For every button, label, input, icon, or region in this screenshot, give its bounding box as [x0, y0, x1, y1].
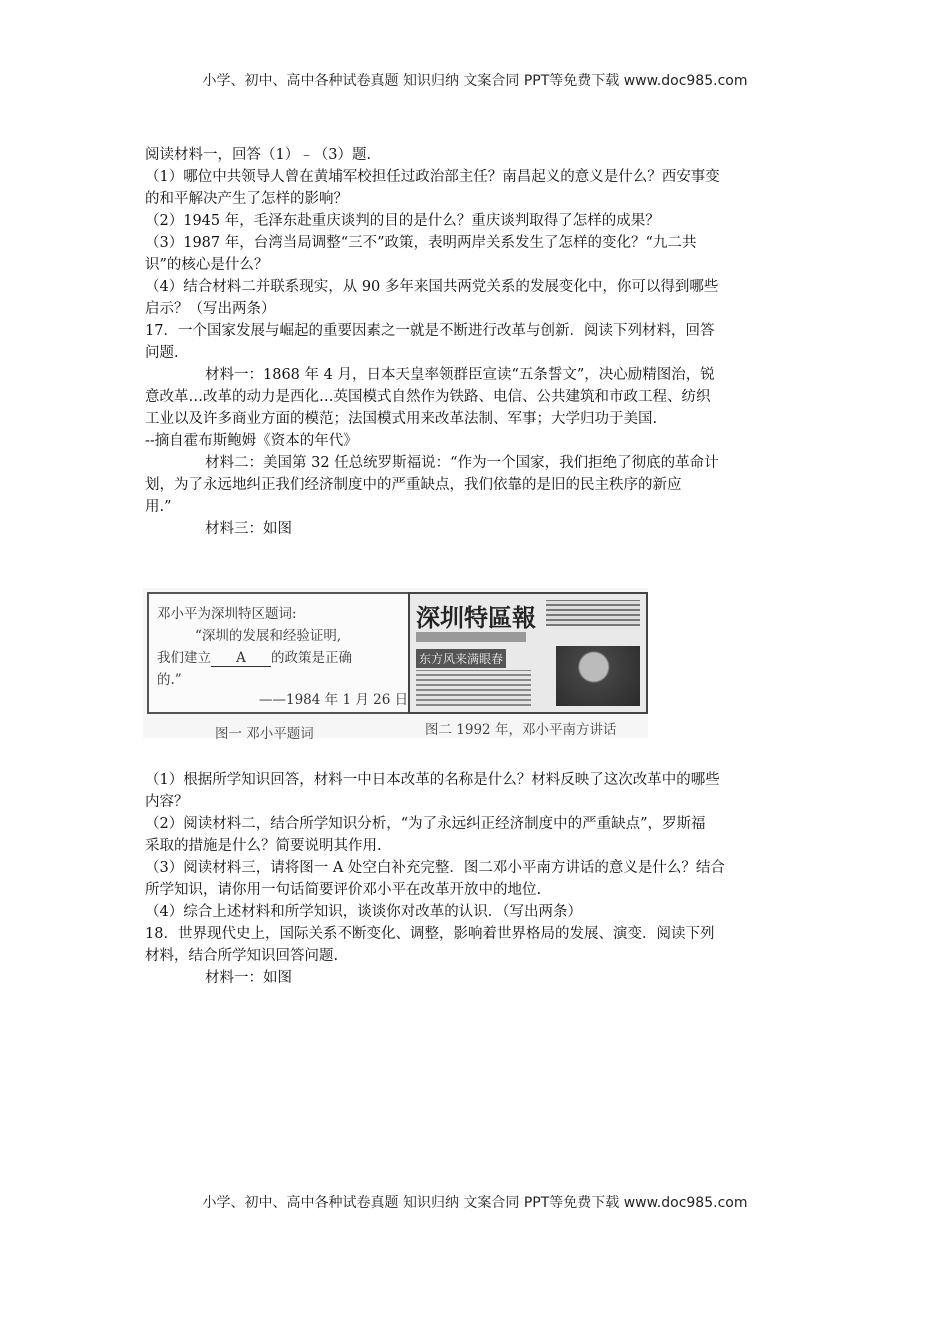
text-line: （2）1945 年，毛泽东赴重庆谈判的目的是什么？重庆谈判取得了怎样的成果？: [145, 213, 660, 229]
page-header: 小学、初中、高中各种试卷真题 知识归纳 文案合同 PPT等免费下载 www.doc985.com: [202, 73, 748, 89]
material-two: 材料二：美国第 32 任总统罗斯福说：“作为一个国家，我们拒绝了彻底的革命计: [205, 455, 719, 471]
material-one-18: 材料一：如图: [205, 970, 292, 986]
question-line: （3）阅读材料三，请将图一 A 处空白补充完整．图二邓小平南方讲话的意义是什么？结合: [145, 860, 725, 876]
newspaper-columns: [416, 670, 531, 706]
question-line: 内容？: [145, 794, 189, 810]
question-line: 18．世界现代史上，国际关系不断变化、调整，影响着世界格局的发展、演变．阅读下列: [145, 926, 715, 942]
text-line: 的和平解决产生了怎样的影响？: [145, 191, 348, 207]
text-line: （1）哪位中共领导人曾在黄埔军校担任过政治部主任？南昌起义的意义是什么？西安事变: [145, 169, 720, 185]
question-line: （4）综合上述材料和所学知识，谈谈你对改革的认识．（写出两条）: [145, 904, 582, 920]
page-footer: 小学、初中、高中各种试卷真题 知识归纳 文案合同 PPT等免费下载 www.doc985.com: [202, 1195, 748, 1211]
text-line: 17．一个国家发展与崛起的重要因素之一就是不断进行改革与创新．阅读下列材料，回答: [145, 323, 715, 339]
newspaper-masthead: 深圳特區報: [416, 603, 536, 632]
newspaper-text-block: [546, 600, 640, 626]
material-three: 材料三：如图: [205, 521, 292, 537]
material-one: 材料一：1868 年 4 月，日本天皇率领群臣宣读“五条誓文”，决心励精图治，锐: [205, 367, 715, 383]
inscription-text: 我们建立: [157, 650, 211, 666]
text-line: （3）1987 年，台湾当局调整“三不”政策，表明两岸关系发生了怎样的变化？“九二共: [145, 235, 697, 251]
text-line: 意改革…改革的动力是西化…英国模式自然作为铁路、电信、公共建筑和市政工程、纺织: [145, 389, 711, 405]
figure-two-caption: 图二 1992 年，邓小平南方讲话: [425, 722, 617, 738]
newspaper-headline: 东方风来满眼春: [416, 649, 506, 668]
question-line: 所学知识，请你用一句话简要评价邓小平在改革开放中的地位.: [145, 882, 542, 898]
text-line: 划，为了永远地纠正我们经济制度中的严重缺点，我们依靠的是旧的民主秩序的新应: [145, 477, 682, 493]
figure-two-newspaper: [408, 592, 648, 714]
text-line: 用.”: [145, 499, 172, 515]
figure-one-inscription: [147, 592, 421, 714]
portrait-photo: [556, 646, 640, 706]
question-line: 材料，结合所学知识回答问题.: [145, 948, 339, 964]
inscription-text: 的政策是正确: [271, 650, 352, 666]
inscription-line: [157, 646, 352, 667]
question-line: （1）根据所学知识回答，材料一中日本改革的名称是什么？材料反映了这次改革中的哪些: [145, 772, 720, 788]
text-line: 启示？（写出两条）: [145, 301, 276, 317]
text-line: 工业以及许多商业方面的模范；法国模式用来改革法制、军事；大学归功于美国.: [145, 411, 658, 427]
text-line: 识”的核心是什么？: [145, 257, 269, 273]
question-line: 采取的措施是什么？简要说明其作用.: [145, 838, 382, 854]
inscription-date: ——1984 年 1 月 26 日: [259, 692, 409, 708]
citation: --摘自霍布斯鲍姆《资本的年代》: [145, 433, 358, 449]
text-line: 问题.: [145, 345, 179, 361]
section-16-questions: [145, 144, 815, 540]
text-line: 阅读材料一，回答（1）﹣（3）题.: [145, 147, 372, 163]
section-17-questions: [145, 769, 815, 989]
inscription-line: “深圳的发展和经验证明,: [195, 628, 342, 644]
figure-one-caption: 图一 邓小平题词: [215, 726, 314, 742]
text-line: （4）结合材料二并联系现实，从 90 多年来国共两党关系的发展变化中，你可以得到哪些: [145, 279, 719, 295]
inscription-line: 邓小平为深圳特区题词:: [157, 606, 297, 622]
newspaper-rule: [416, 632, 526, 642]
blank-a: A: [211, 650, 271, 667]
question-line: （2）阅读材料二，结合所学知识分析，“为了永远纠正经济制度中的严重缺点”，罗斯福: [145, 816, 706, 832]
inscription-line: 的.”: [157, 672, 182, 688]
